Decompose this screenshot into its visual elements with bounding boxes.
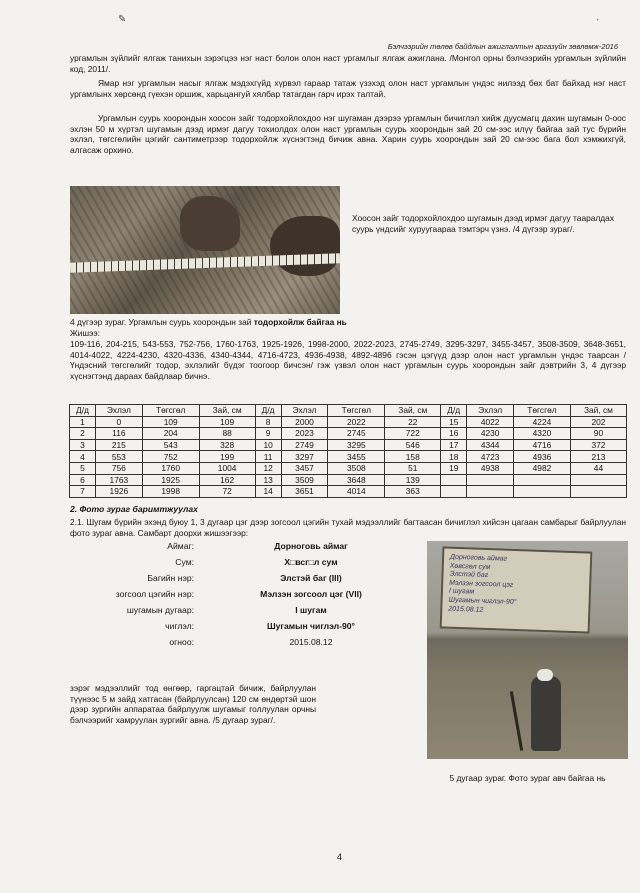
table-cell: 363 <box>385 486 441 498</box>
column-header: Эхлэл <box>95 405 142 417</box>
paragraph-1: ургамлын зүйлийг ялгаж танихын зэрэгцээ нэг наст болон олон наст ургамлыг ялгаж ажиглана. /Монгол орны бэлчээрийн ургамлын зүйлийн код, 2011/. <box>70 53 626 74</box>
table-cell: 6 <box>70 474 96 486</box>
column-header: Зай, см <box>199 405 255 417</box>
table-cell: 158 <box>385 451 441 463</box>
table-cell: 1760 <box>142 462 199 474</box>
table-cell: 2 <box>70 428 96 440</box>
table-row <box>70 451 627 463</box>
scan-mark: ✎ <box>118 14 127 25</box>
table-cell: 139 <box>385 474 441 486</box>
table-cell: 1 <box>70 416 96 428</box>
column-header: Зай, см <box>385 405 441 417</box>
table-cell: 1998 <box>142 486 199 498</box>
table-cell: 13 <box>255 474 281 486</box>
table-cell <box>514 486 571 498</box>
column-header: Төгсгөл <box>142 405 199 417</box>
column-header: Д/д <box>70 405 96 417</box>
table-cell: 109 <box>199 416 255 428</box>
table-cell: 18 <box>441 451 467 463</box>
board-line: Дорноговь аймаг <box>449 553 508 563</box>
page-number: 4 <box>337 852 343 862</box>
table-row <box>70 428 627 440</box>
table-row <box>70 416 627 428</box>
table-cell: 162 <box>199 474 255 486</box>
table-cell <box>514 474 571 486</box>
scan-mark: · <box>596 14 600 25</box>
table-row <box>70 462 627 474</box>
table-cell: 553 <box>95 451 142 463</box>
section-intro: 2.1. Шугам бүрийн эхэнд буюу 1, 3 дугаар цэг дээр зогсоол цэгийн тухай мэдээллийг багтаасан бичиглэл хийсэн цагаан самбарыг байрлуулан фото зураг авна. Самбарт доорхи жишээгээр: <box>70 517 626 538</box>
paragraph-2: Ямар нэг ургамлын насыг ялгаж мэдэхгүйд хүрвэл гараар татаж үзэхэд олон наст ургамлын үндэс нилээд бөх бат байхад нэг наст ургамлынх хөрсөнд гүехэн оршиж, харьцангуй хялбар татагдан гарч ирэх талтай. <box>70 78 626 99</box>
table-cell: 16 <box>441 428 467 440</box>
table-cell: 14 <box>255 486 281 498</box>
table-cell: 17 <box>441 439 467 451</box>
table-cell: 199 <box>199 451 255 463</box>
figure-5-caption: 5 дугаар зураг. Фото зураг авч байгаа нь <box>449 773 606 783</box>
table-cell: 1925 <box>142 474 199 486</box>
table-cell: 0 <box>95 416 142 428</box>
column-header: Эхлэл <box>281 405 328 417</box>
table-cell: 4723 <box>467 451 514 463</box>
table-cell <box>467 486 514 498</box>
table-cell: 116 <box>95 428 142 440</box>
table-cell: 328 <box>199 439 255 451</box>
table-cell: 1004 <box>199 462 255 474</box>
form-value: Мэлзэн зогсоол цэг (VII) <box>260 589 362 599</box>
table-cell: 3295 <box>328 439 385 451</box>
table-cell: 88 <box>199 428 255 440</box>
table-cell: 3648 <box>328 474 385 486</box>
table-cell: 752 <box>142 451 199 463</box>
column-header: Д/д <box>255 405 281 417</box>
example-label: Жишээ: <box>70 328 101 338</box>
form-row <box>70 573 420 587</box>
table-cell: 72 <box>199 486 255 498</box>
after-form-text: зэрэг мэдээллийг тод өнгөөр, гаргацтай бичиж, байрлуулан түүнээс 5 м зайд хатгасан (байрлуулсан) 120 см өндөртэй шон дээр зургийн аппаратаа байрлуулж шугамыг голлуулан орчны бэлчээрийг хамруулан зургийг авна. /5 дугаар зураг/. <box>70 683 316 725</box>
table-cell: 5 <box>70 462 96 474</box>
table-cell: 215 <box>95 439 142 451</box>
table-cell: 2749 <box>281 439 328 451</box>
figure-4-photo <box>70 186 340 314</box>
form-value: Элстэй баг (III) <box>280 573 342 583</box>
form-value: Шугамын чиглэл-90° <box>267 621 355 631</box>
figure-4-caption-bold: тодорхойлж байгаа нь <box>253 317 347 327</box>
table-cell: 9 <box>255 428 281 440</box>
table-cell: 4230 <box>467 428 514 440</box>
column-header: Төгсгөл <box>514 405 571 417</box>
page-header: Бэлчээрийн төлөв байдлын ажиглалтын аргазүйн зөвлөмж-2016 <box>387 42 618 51</box>
form-row <box>70 621 420 635</box>
form-row <box>70 605 420 619</box>
gap-table <box>69 404 627 498</box>
form-row <box>70 637 420 651</box>
form-row <box>70 557 420 571</box>
table-cell: 12 <box>255 462 281 474</box>
table-cell: 2022 <box>328 416 385 428</box>
table-cell: 4014 <box>328 486 385 498</box>
info-board <box>440 546 593 633</box>
table-cell: 543 <box>142 439 199 451</box>
table-cell: 4716 <box>514 439 571 451</box>
column-header: Зай, см <box>570 405 626 417</box>
table-row <box>70 474 627 486</box>
table-cell: 213 <box>570 451 626 463</box>
table-cell <box>570 474 626 486</box>
form-label: Сум: <box>175 557 194 567</box>
table-cell: 3455 <box>328 451 385 463</box>
table-cell: 3 <box>70 439 96 451</box>
column-header: Эхлэл <box>467 405 514 417</box>
table-cell: 1926 <box>95 486 142 498</box>
table-cell: 4022 <box>467 416 514 428</box>
table-cell: 15 <box>441 416 467 428</box>
example-text: 109-116, 204-215, 543-553, 752-756, 1760-1763, 1925-1926, 1998-2000, 2022-2023, 2745-2749, 3295-3297, 3455-3457, 3508-3509, 3648-3651, 4014-4022, 4224-4230, 4320-4336, 4340-4344, 4716-4723, 4936-4938, 4892-4896 гэсэн цэгүүд дээр олон наст ургамлын үндэс таарсан /Үндэсний төгсгөлийг тодор, эхлэлийг бүдэг тоогоор бичсэн/ гэж үзвэл олон наст ургамлын суурь хоорондын зайг дэвтрийн 3, 4 дүгээр хүснэгтэнд дараах байдлаар бичнэ. <box>70 339 626 381</box>
table-cell: 3508 <box>328 462 385 474</box>
table-cell: 4936 <box>514 451 571 463</box>
table-cell: 8 <box>255 416 281 428</box>
board-line: Шугамын чиглэл-90° <box>448 596 517 606</box>
paragraph-3: Ургамлын суурь хоорондын хоосон зайг тодорхойлохдоо нэг шугаман дээрээ ургамлын бичиглэл хийж дуусмагц дахин шугамын 0-оос эхлэн 50 м хүртэл шугамын дээд ирмэг дагуу тохиолдох олон наст ургамлын суурь хоорондын зай 20 см-ээс илүү байгаа зай тус бүрийн эхлэл, төгсгөлийн цэгийг сантиметрээр тодорхойлж хүснэгтэнд бичиж авна. Харин суурь хоорондын зай 20 см-ээс бага бол хэмжихгүй, алгасаж орхино. <box>70 113 626 155</box>
column-header: Төгсгөл <box>328 405 385 417</box>
figure-4-caption-text: 4 дүгээр зураг. Ургамлын суурь хоорондын зай <box>70 317 254 327</box>
figure-4-side-text: Хоосон зайг тодорхойлохдоо шугамын дээд ирмэг дагуу тааралдах суурь үндсийг хуруугаараа тэмтэрч үзнэ. /4 дүгээр зураг/. <box>352 213 615 234</box>
table-cell: 2745 <box>328 428 385 440</box>
table-cell: 3297 <box>281 451 328 463</box>
table-cell: 202 <box>570 416 626 428</box>
table-cell: 3651 <box>281 486 328 498</box>
table-cell: 1763 <box>95 474 142 486</box>
table-cell: 22 <box>385 416 441 428</box>
table-cell: 722 <box>385 428 441 440</box>
table-cell: 7 <box>70 486 96 498</box>
table-cell: 44 <box>570 462 626 474</box>
table-cell: 51 <box>385 462 441 474</box>
board-line: 2015.08.12 <box>448 605 484 614</box>
table-cell: 4320 <box>514 428 571 440</box>
form-value: Дорноговь аймаг <box>274 541 348 551</box>
board-line: Мэлзэн зогсоол цэг <box>449 579 514 589</box>
form-label: огноо: <box>169 637 194 647</box>
form-value: Х□всг□л сум <box>284 557 338 567</box>
person-figure <box>531 676 561 751</box>
table-cell: 11 <box>255 451 281 463</box>
table-cell: 2023 <box>281 428 328 440</box>
table-cell: 10 <box>255 439 281 451</box>
form-label: зогсоол цэгийн нэр: <box>115 589 194 599</box>
form-row <box>70 589 420 603</box>
table-cell: 3509 <box>281 474 328 486</box>
table-cell <box>467 474 514 486</box>
form-row <box>70 541 420 555</box>
table-cell: 4938 <box>467 462 514 474</box>
table-cell <box>441 486 467 498</box>
table-cell: 109 <box>142 416 199 428</box>
table-row <box>70 439 627 451</box>
table-cell: 546 <box>385 439 441 451</box>
form-label: Багийн нэр: <box>147 573 194 583</box>
board-line: Хөвсгөл сум <box>449 562 491 571</box>
board-line: I шугам <box>448 588 475 596</box>
form-label: шугамын дугаар: <box>126 605 194 615</box>
table-cell: 19 <box>441 462 467 474</box>
section-heading: 2. Фото зураг баримтжуулах <box>70 504 198 514</box>
table-cell: 756 <box>95 462 142 474</box>
form-label: Аймаг: <box>167 541 194 551</box>
table-cell: 4344 <box>467 439 514 451</box>
table-cell: 4224 <box>514 416 571 428</box>
table-cell: 4 <box>70 451 96 463</box>
table-row <box>70 486 627 498</box>
table-cell: 4982 <box>514 462 571 474</box>
form-value: 2015.08.12 <box>289 637 333 647</box>
board-line: Элстэй баг <box>449 570 489 580</box>
column-header: Д/д <box>441 405 467 417</box>
table-cell: 90 <box>570 428 626 440</box>
table-cell: 372 <box>570 439 626 451</box>
table-header-row <box>70 405 627 417</box>
form-label: чиглэл: <box>165 621 194 631</box>
table-cell: 2000 <box>281 416 328 428</box>
form-value: I шугам <box>295 605 327 615</box>
table-cell <box>441 474 467 486</box>
figure-4-caption <box>70 317 626 328</box>
table-cell: 204 <box>142 428 199 440</box>
table-cell <box>570 486 626 498</box>
table-cell: 3457 <box>281 462 328 474</box>
figure-5-photo <box>427 541 628 759</box>
